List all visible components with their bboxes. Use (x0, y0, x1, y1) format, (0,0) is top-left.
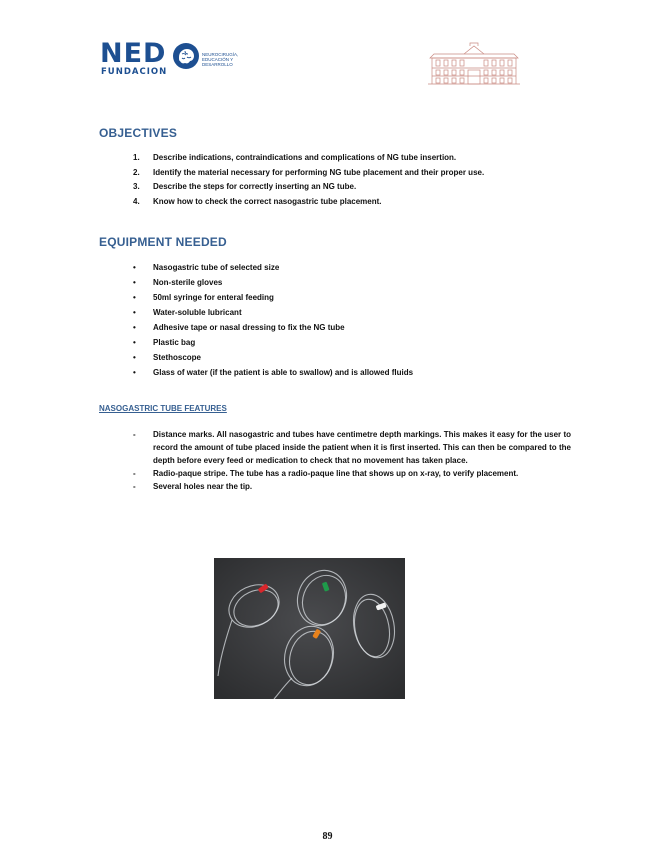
ned-logo-tagline: NEUROCIRUGÍA, EDUCACIÓN Y DESARROLLO (202, 52, 239, 67)
list-item: 1. Describe indications, contraindications and complications of NG tube insertion. (133, 153, 457, 162)
equipment-heading: EQUIPMENT NEEDED (99, 235, 227, 249)
list-item: - Distance marks. All nasogastric and tubes have centimetre depth markings. This makes it easy for the user to record the amount of tube placed inside the patient when it is first inserted. This can then be compared to the depth before every feed or medication to check that no movement has taken place. (133, 430, 571, 465)
ned-foundation-logo (100, 40, 250, 84)
list-item: • Plastic bag (133, 335, 573, 350)
bullet-icon: • (133, 308, 136, 317)
bullet-icon: • (133, 353, 136, 362)
equipment-list (133, 260, 573, 380)
features-list (133, 428, 571, 493)
bullet-icon: • (133, 323, 136, 332)
list-item: • Stethoscope (133, 350, 573, 365)
list-item: - Several holes near the tip. (133, 482, 253, 491)
nasogastric-tubes-photo (214, 558, 405, 699)
hospital-building-logo (426, 40, 522, 86)
bullet-icon: • (133, 368, 136, 377)
objectives-heading: OBJECTIVES (99, 126, 178, 140)
objectives-list (133, 151, 573, 209)
ned-logo-subtitle: FUNDACION (101, 67, 168, 77)
list-item: • Glass of water (if the patient is able to swallow) and is allowed fluids (133, 365, 573, 380)
ned-logo-text: NED (100, 38, 167, 69)
list-item: 2. Identify the material necessary for performing NG tube placement and their proper use. (133, 167, 485, 177)
list-item: 4. Know how to check the correct nasogastric tube placement. (133, 196, 382, 206)
list-item: • 50ml syringe for enteral feeding (133, 290, 573, 305)
bullet-icon: • (133, 338, 136, 347)
list-item: • Water-soluble lubricant (133, 305, 573, 320)
bullet-icon: • (133, 278, 136, 287)
list-item: • Nasogastric tube of selected size (133, 260, 573, 275)
bullet-icon: • (133, 293, 136, 302)
list-item: 3. Describe the steps for correctly inserting an NG tube. (133, 182, 357, 191)
list-item: - Radio-paque stripe. The tube has a radio-paque line that shows up on x-ray, to verify placement. (133, 469, 519, 478)
nasogastric-features-heading: NASOGASTRIC TUBE FEATURES (99, 404, 227, 413)
page-number: 89 (322, 831, 333, 842)
list-item: • Non-sterile gloves (133, 275, 573, 290)
brain-icon (172, 42, 200, 70)
list-item: • Adhesive tape or nasal dressing to fix the NG tube (133, 320, 573, 335)
nasogastric-tubes-illustration (214, 558, 405, 699)
bullet-icon: • (133, 263, 136, 272)
